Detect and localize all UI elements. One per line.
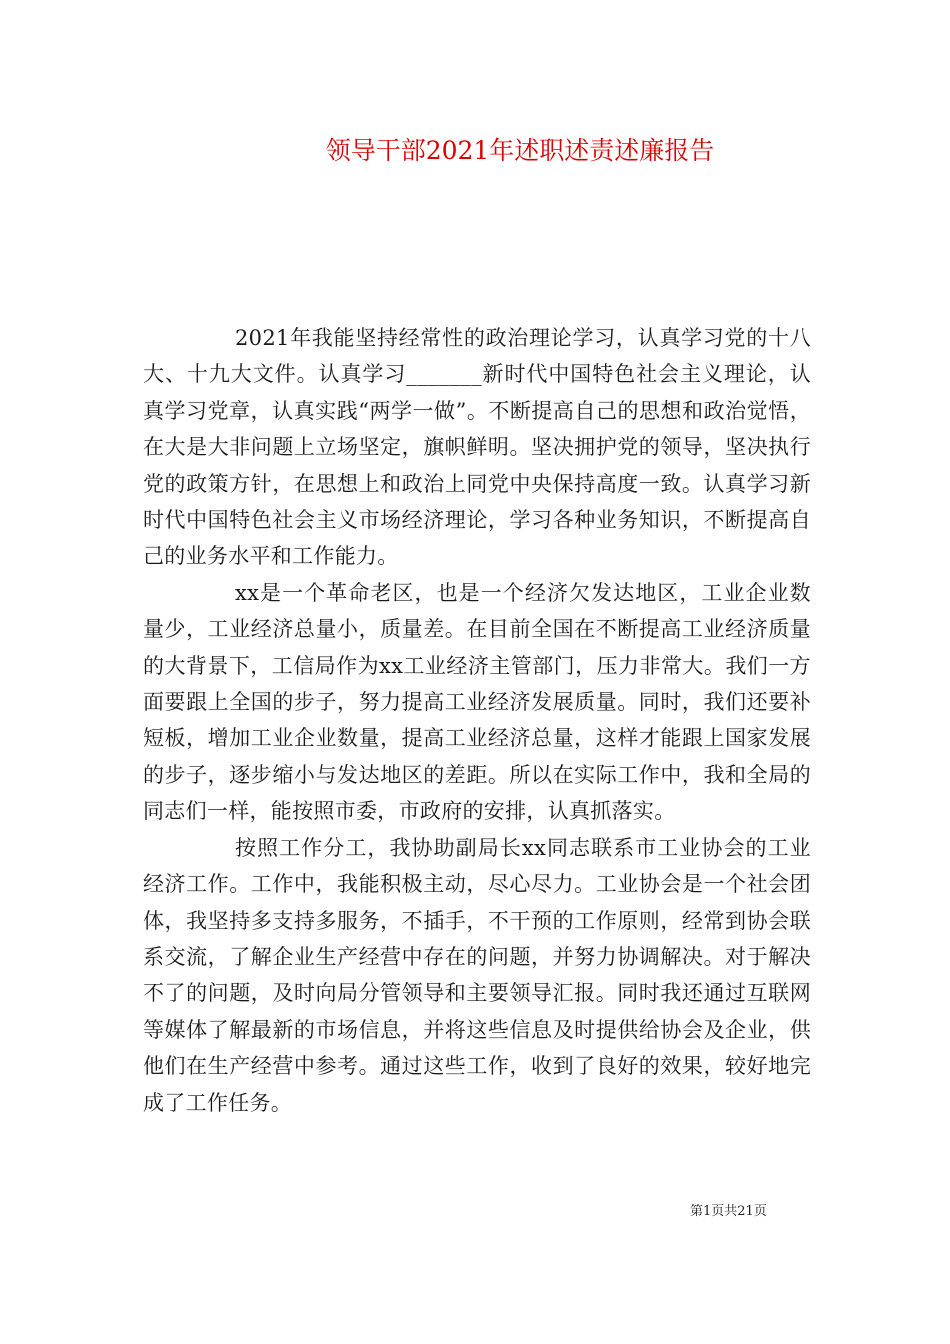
paragraph-2: xx是一个革命老区，也是一个经济欠发达地区，工业企业数量少，工业经济总量小，质量差。在目前全国在不断提高工业经济质量的大背景下，工信局作为xx工业经济主管部门，压力非常大。我们一方面要跟上全国的步子，努力提高工业经济发展质量。同时，我们还要补短板，增加工业企业数量，提高工业经济总量，这样才能跟上国家发展的步子，逐步缩小与发达地区的差距。所以在实际工作中，我和全局的同志们一样，能按照市委，市政府的安排，认真抓落实。 [143, 580, 811, 824]
page-number: 第1页共21页 [690, 1204, 767, 1219]
document-body [143, 320, 811, 1121]
paragraph-1: 2021年我能坚持经常性的政治理论学习，认真学习党的十八大、十九大文件。认真学习_______新时代中国特色社会主义理论，认真学习党章，认真实践“两学一做”。不断提高自己的思想和政治觉悟，在大是大非问题上立场坚定，旗帜鲜明。坚决拥护党的领导，坚决执行党的政策方针，在思想上和政治上同党中央保持高度一致。认真学习新时代中国特色社会主义市场经济理论，学习各种业务知识，不断提高自己的业务水平和工作能力。 [143, 326, 811, 569]
document-title: 领导干部2021年述职述责述廉报告 [325, 136, 715, 165]
paragraph-3: 按照工作分工，我协助副局长xx同志联系市工业协会的工业经济工作。工作中，我能积极主动，尽心尽力。工业协会是一个社会团体，我坚持多支持多服务，不插手，不干预的工作原则，经常到协会联系交流，了解企业生产经营中存在的问题，并努力协调解决。对于解决不了的问题，及时向局分管领导和主要领导汇报。同时我还通过互联网等媒体了解最新的市场信息，并将这些信息及时提供给协会及企业，供他们在生产经营中参考。通过这些工作，收到了良好的效果，较好地完成了工作任务。 [143, 835, 811, 1115]
